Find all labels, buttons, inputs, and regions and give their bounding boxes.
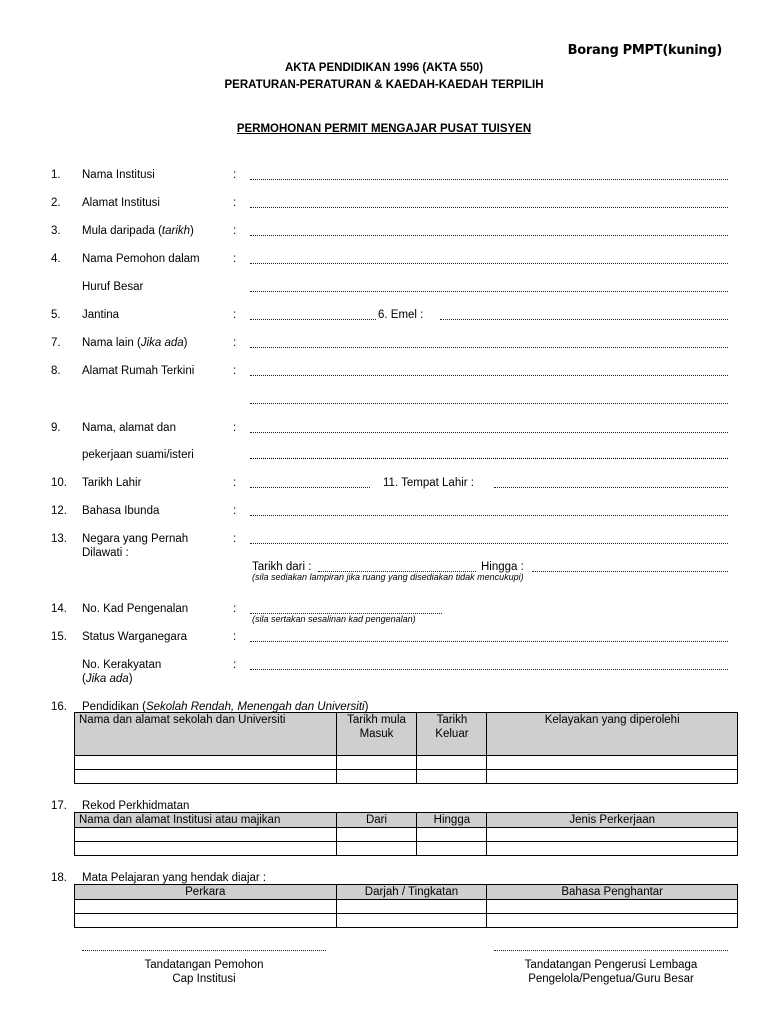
fill-line-alamat-institusi[interactable] xyxy=(250,207,728,208)
fill-line-status-warganegara[interactable] xyxy=(250,641,728,642)
label-end: ) xyxy=(190,225,194,237)
signature-block-pengerusi xyxy=(480,958,742,986)
field-number: 1. xyxy=(51,169,61,181)
fill-line-alamat-rumah[interactable] xyxy=(250,375,728,376)
section-number: 16. xyxy=(51,701,67,713)
fill-line-hingga[interactable] xyxy=(532,571,728,572)
table-cell[interactable] xyxy=(75,770,337,784)
table-cell[interactable] xyxy=(417,756,487,770)
column-header: Dari xyxy=(336,813,417,828)
field-number: 10. xyxy=(51,477,67,489)
fill-line-nama-institusi[interactable] xyxy=(250,179,728,180)
field-number: 14. xyxy=(51,603,67,615)
label-end: ) xyxy=(364,701,369,713)
field-label xyxy=(82,223,194,239)
field-label-emel: 6. Emel : xyxy=(378,309,424,321)
column-header: Hingga xyxy=(417,813,487,828)
table-cell[interactable] xyxy=(336,770,417,784)
field-number: 2. xyxy=(51,197,61,209)
fill-line-nama-pemohon[interactable] xyxy=(250,263,728,264)
fill-line-no-kerakyatan[interactable] xyxy=(250,669,728,670)
table-cell[interactable] xyxy=(75,828,337,842)
table-cell[interactable] xyxy=(336,900,487,914)
table-cell[interactable] xyxy=(75,900,337,914)
field-colon: : xyxy=(233,309,237,321)
field-mula-daripada xyxy=(0,223,768,239)
table-cell[interactable] xyxy=(487,828,738,842)
table-mata-pelajaran xyxy=(74,884,738,928)
section-number: 18. xyxy=(51,872,67,884)
field-colon: : xyxy=(233,477,237,489)
table-cell[interactable] xyxy=(75,842,337,856)
table-cell[interactable] xyxy=(336,828,417,842)
signature-label-title: Pengelola/Pengetua/Guru Besar xyxy=(528,973,694,985)
table-header-row xyxy=(75,813,738,828)
table-cell[interactable] xyxy=(75,914,337,928)
fill-line-mula-daripada[interactable] xyxy=(250,235,728,236)
signature-block-pemohon xyxy=(82,958,326,986)
field-colon: : xyxy=(233,253,237,265)
field-number: 9. xyxy=(51,422,61,434)
field-number: 3. xyxy=(51,225,61,237)
field-nama-institusi xyxy=(0,167,768,183)
table-header-row xyxy=(75,885,738,900)
field-label: (Jika ada) xyxy=(82,673,133,685)
fill-line-jantina[interactable] xyxy=(250,319,376,320)
regulations-title: PERATURAN-PERATURAN & KAEDAH-KAEDAH TERPILIH xyxy=(224,79,544,91)
field-label: Nama, alamat dan xyxy=(82,422,176,434)
label-italic: Sekolah Rendah, Menengah dan Universiti xyxy=(145,701,365,713)
fill-line-nama-pemohon-2[interactable] xyxy=(250,291,728,292)
fill-line-tempat-lahir[interactable] xyxy=(494,487,728,488)
column-header: Nama dan alamat Institusi atau majikan xyxy=(75,813,337,828)
field-colon: : xyxy=(233,365,237,377)
field-label: Status Warganegara xyxy=(82,631,188,643)
field-colon: : xyxy=(233,422,237,434)
label-hingga: Hingga : xyxy=(481,561,524,573)
field-label: Huruf Besar xyxy=(82,281,144,293)
table-cell[interactable] xyxy=(336,756,417,770)
field-label: pekerjaan suami/isteri xyxy=(82,449,194,461)
field-label: Nama Pemohon dalam xyxy=(82,253,200,265)
label-tarikh-dari: Tarikh dari : xyxy=(252,561,312,573)
field-number: 4. xyxy=(51,253,61,265)
label-italic: tarikh xyxy=(161,225,191,237)
stamp-label: Cap Institusi xyxy=(172,973,236,985)
field-alamat-institusi xyxy=(0,195,768,211)
table-row xyxy=(75,914,738,928)
table-cell[interactable] xyxy=(417,770,487,784)
table-pendidikan xyxy=(74,712,738,784)
field-no-kerakyatan-line2 xyxy=(0,671,768,687)
field-colon: : xyxy=(233,505,237,517)
field-label: No. Kad Pengenalan xyxy=(82,603,189,615)
fill-line-alamat-rumah-2[interactable] xyxy=(250,403,728,404)
table-row xyxy=(75,842,738,856)
field-alamat-rumah-line2 xyxy=(0,391,768,407)
fill-line-tarikh-lahir[interactable] xyxy=(250,487,370,488)
field-label-tempat-lahir: 11. Tempat Lahir : xyxy=(383,477,474,489)
label-text: Nama lain ( xyxy=(82,337,141,349)
field-colon: : xyxy=(233,603,237,615)
signature-line-pemohon[interactable] xyxy=(82,950,326,951)
table-row xyxy=(75,756,738,770)
field-number: 7. xyxy=(51,337,61,349)
label-italic: Jika ada xyxy=(140,337,184,349)
table-cell[interactable] xyxy=(75,756,337,770)
field-number: 12. xyxy=(51,505,67,517)
fill-line-bahasa-ibunda[interactable] xyxy=(250,515,728,516)
table-cell[interactable] xyxy=(336,842,417,856)
fill-line-pekerjaan[interactable] xyxy=(250,458,728,459)
table-header-row xyxy=(75,713,738,756)
table-cell[interactable] xyxy=(487,770,738,784)
field-nama-lain xyxy=(0,335,768,351)
label-text: Pendidikan ( xyxy=(82,701,146,713)
field-label: Bahasa Ibunda xyxy=(82,505,160,517)
note-lampiran: (sila sediakan lampiran jika ruang yang disediakan tidak mencukupi) xyxy=(252,572,524,582)
field-label: Nama Institusi xyxy=(82,169,155,181)
note-kad-pengenalan: (sila sertakan sesalinan kad pengenalan) xyxy=(252,614,416,624)
table-cell[interactable] xyxy=(487,756,738,770)
label-text: Mula daripada ( xyxy=(82,225,162,237)
table-row xyxy=(75,770,738,784)
field-number: 5. xyxy=(51,309,61,321)
field-bahasa-ibunda xyxy=(0,503,768,519)
column-header: Kelayakan yang diperolehi xyxy=(487,713,738,756)
column-header: Darjah / Tingkatan xyxy=(336,885,487,900)
column-header: Perkara xyxy=(75,885,337,900)
table-row xyxy=(75,900,738,914)
fill-line-suami-isteri[interactable] xyxy=(250,432,728,433)
field-colon: : xyxy=(233,533,237,545)
field-colon: : xyxy=(233,169,237,181)
field-number: 8. xyxy=(51,365,61,377)
field-tarikh-lahir xyxy=(0,475,768,491)
column-header: Jenis Perkerjaan xyxy=(487,813,738,828)
field-label: Alamat Institusi xyxy=(82,197,160,209)
field-colon: : xyxy=(233,197,237,209)
field-colon: : xyxy=(233,631,237,643)
section-label: Mata Pelajaran yang hendak diajar : xyxy=(82,872,267,884)
field-colon: : xyxy=(233,337,237,349)
fill-line-emel[interactable] xyxy=(440,319,728,320)
field-label: Jantina xyxy=(82,309,120,321)
table-cell[interactable] xyxy=(417,842,487,856)
field-jantina xyxy=(0,307,768,323)
section-label: Rekod Perkhidmatan xyxy=(82,800,190,812)
field-suami-isteri xyxy=(0,420,768,436)
field-nama-pemohon-line2 xyxy=(0,279,768,295)
field-nama-pemohon xyxy=(0,251,768,267)
field-label: Dilawati : xyxy=(82,547,129,559)
label-end: ) xyxy=(183,337,188,349)
table-cell[interactable] xyxy=(487,900,738,914)
form-code: Borang PMPT(kuning) xyxy=(567,43,722,58)
act-title: AKTA PENDIDIKAN 1996 (AKTA 550) xyxy=(284,62,484,74)
table-cell[interactable] xyxy=(487,842,738,856)
field-label: No. Kerakyatan xyxy=(82,659,162,671)
field-label: Negara yang Pernah xyxy=(82,533,189,545)
field-number: 13. xyxy=(51,533,67,545)
table-cell[interactable] xyxy=(417,828,487,842)
column-header: Tarikh Keluar xyxy=(417,713,487,756)
field-label xyxy=(82,335,188,351)
signature-line-pengerusi[interactable] xyxy=(494,950,728,951)
column-header: Nama dan alamat sekolah dan Universiti xyxy=(75,713,337,756)
field-label: Tarikh Lahir xyxy=(82,477,142,489)
signature-label: Tandatangan Pengerusi Lembaga xyxy=(524,959,698,971)
field-colon: : xyxy=(233,225,237,237)
field-colon: : xyxy=(233,659,237,671)
column-header: Tarikh mula Masuk xyxy=(336,713,417,756)
field-number: 15. xyxy=(51,631,67,643)
form-title: PERMOHONAN PERMIT MENGAJAR PUSAT TUISYEN xyxy=(236,123,532,135)
table-rekod-perkhidmatan xyxy=(74,812,738,856)
field-label: Alamat Rumah Terkini xyxy=(82,365,195,377)
field-status-warganegara xyxy=(0,629,768,645)
table-row xyxy=(75,828,738,842)
field-suami-isteri-line2 xyxy=(0,447,768,463)
field-alamat-rumah xyxy=(0,363,768,379)
column-header: Bahasa Penghantar xyxy=(487,885,738,900)
fill-line-nama-lain[interactable] xyxy=(250,347,728,348)
table-cell[interactable] xyxy=(487,914,738,928)
label-italic: Jika ada xyxy=(85,673,129,685)
signature-label: Tandatangan Pemohon xyxy=(144,959,264,971)
table-cell[interactable] xyxy=(336,914,487,928)
section-number: 17. xyxy=(51,800,67,812)
fill-line-negara[interactable] xyxy=(250,543,728,544)
